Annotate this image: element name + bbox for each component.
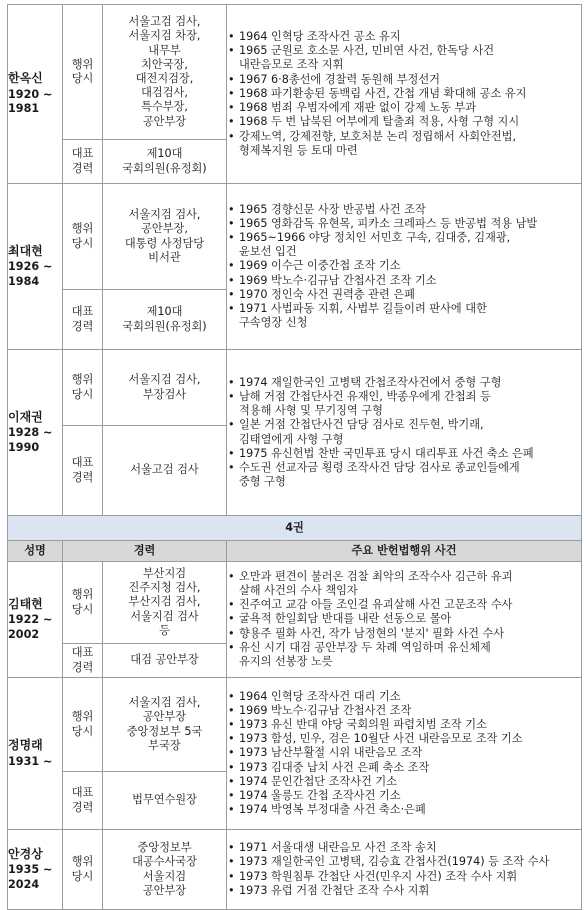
person-name-cell bbox=[8, 5, 63, 184]
text-line: 내무부 bbox=[148, 43, 181, 57]
event-item bbox=[227, 598, 581, 612]
text-line: • 1969 박노수·김규남 간첩사건 조작 bbox=[239, 703, 412, 717]
text-line: 공안부장 bbox=[142, 114, 187, 128]
text-line: 공안부장 bbox=[142, 710, 187, 724]
event-item bbox=[227, 87, 581, 101]
text-line: 공안부장 bbox=[142, 883, 187, 897]
person-name: 김태현 bbox=[8, 596, 43, 611]
text-line: 대검검사, bbox=[141, 86, 188, 100]
person-name-cell bbox=[8, 184, 63, 350]
event-item bbox=[227, 130, 581, 158]
career-category-act bbox=[63, 830, 103, 910]
event-item bbox=[227, 418, 581, 446]
text-line: • 1964 인혁당 조작사건 대리 기소 bbox=[239, 689, 401, 703]
vol4-section bbox=[8, 562, 582, 910]
person-row bbox=[8, 5, 582, 140]
text-line: 행위 bbox=[71, 373, 94, 387]
event-list bbox=[227, 203, 581, 331]
person-years: 1990 bbox=[8, 440, 40, 454]
text-line: 서울고검 검사 bbox=[130, 463, 199, 477]
text-line: 부산지검 bbox=[142, 566, 187, 580]
event-item bbox=[227, 855, 581, 869]
text-line: 구속영장 신청 bbox=[239, 316, 308, 330]
text-line: 행위 bbox=[71, 710, 94, 724]
person-row bbox=[8, 184, 582, 290]
vol4-header-section bbox=[8, 516, 582, 562]
events-cell bbox=[227, 350, 582, 516]
text-line: • 수도권 선교자금 횡령 조작사건 담당 검사로 종교인들에게 bbox=[239, 460, 520, 474]
text-line: • 향용주 필화 사건, 작가 남정현의 '분지' 필화 사건 수사 bbox=[239, 626, 505, 640]
career-act bbox=[103, 5, 227, 140]
person-years: 1920 ~ bbox=[8, 87, 53, 101]
event-item bbox=[227, 761, 581, 775]
career-category-act bbox=[63, 5, 103, 140]
person-row bbox=[8, 830, 582, 910]
text-line: 서울지검 검사, bbox=[128, 696, 201, 710]
event-item bbox=[227, 390, 581, 418]
text-line: 경력 bbox=[71, 470, 94, 484]
event-item bbox=[227, 203, 581, 217]
career-category-rep bbox=[63, 140, 103, 184]
text-line: 부장검사 bbox=[142, 387, 187, 401]
text-line: 특수부장, bbox=[141, 100, 188, 114]
column-header-row bbox=[8, 541, 582, 562]
person-name: 최대현 bbox=[8, 243, 43, 258]
event-list bbox=[227, 30, 581, 158]
events-cell bbox=[227, 562, 582, 678]
person-years: 1928 ~ bbox=[8, 426, 53, 440]
career-rep bbox=[103, 644, 227, 678]
text-line: 서울지검 bbox=[142, 869, 187, 883]
text-line: 국회의원(유정회) bbox=[122, 319, 207, 333]
text-line: 행위 bbox=[71, 855, 94, 869]
text-line: 제10대 bbox=[146, 305, 183, 319]
text-line: • 진주여고 교감 아들 조인걸 유괴살해 사건 고문조작 수사 bbox=[239, 598, 513, 612]
text-line: 대전지검장, bbox=[135, 72, 194, 85]
career-rep bbox=[103, 426, 227, 516]
text-line: 행위 bbox=[71, 222, 94, 236]
event-item bbox=[227, 30, 581, 44]
volume-label: 4권 bbox=[8, 516, 582, 541]
text-line: • 1974 박영복 부정대출 사건 축소·은폐 bbox=[239, 803, 426, 817]
text-line: 대표 bbox=[71, 456, 94, 470]
text-line: 대표 bbox=[71, 147, 94, 161]
event-item bbox=[227, 101, 581, 115]
text-line: 살해 사건의 수사 책임자 bbox=[239, 583, 358, 597]
career-category-rep bbox=[63, 426, 103, 516]
event-item bbox=[227, 302, 581, 330]
career-category-act bbox=[63, 562, 103, 644]
event-item bbox=[227, 789, 581, 803]
career-act bbox=[103, 350, 227, 426]
text-line: 경력 bbox=[71, 161, 94, 175]
text-line: • 1965 영화감독 유현목, 피카소 크레파스 등 반공법 적용 남발 bbox=[239, 216, 538, 230]
text-line: • 1973 유신 반대 야당 국회의원 파렴치범 조작 기소 bbox=[239, 717, 487, 731]
person-row bbox=[8, 678, 582, 772]
career-category-rep bbox=[63, 772, 103, 830]
text-line: 당시 bbox=[71, 72, 94, 85]
volume-row bbox=[8, 516, 582, 541]
career-act bbox=[103, 562, 227, 644]
person-years: 1926 ~ bbox=[8, 260, 53, 274]
text-line: 당시 bbox=[71, 387, 94, 401]
text-line: • 1964 인혁당 조작사건 공소 유지 bbox=[239, 30, 401, 44]
event-list bbox=[227, 841, 581, 898]
career-category-rep bbox=[63, 290, 103, 350]
text-line: • 1965 군원로 호소문 사건, 민비연 사건, 한독당 사건 bbox=[239, 44, 495, 58]
person-row bbox=[8, 562, 582, 644]
event-item bbox=[227, 73, 581, 87]
event-item bbox=[227, 570, 581, 598]
person-years: 1935 ~ bbox=[8, 863, 53, 877]
events-cell bbox=[227, 184, 582, 350]
event-item bbox=[227, 775, 581, 789]
event-item bbox=[227, 746, 581, 760]
event-list bbox=[227, 570, 581, 670]
text-line: • 1968 파기환송된 동백림 사건, 간첩 개념 확대해 공소 유지 bbox=[239, 86, 527, 100]
text-line: • 1974 재일한국인 고병택 간첩조작사건에서 중형 구형 bbox=[239, 375, 502, 389]
career-act bbox=[103, 830, 227, 910]
text-line: • 강제노역, 강제전향, 보호처분 논리 정립해서 사회안전법, bbox=[239, 129, 517, 143]
event-item bbox=[227, 288, 581, 302]
events-cell bbox=[227, 830, 582, 910]
text-line: 당시 bbox=[71, 236, 94, 250]
career-act bbox=[103, 184, 227, 290]
event-item bbox=[227, 841, 581, 855]
person-years: 1984 bbox=[8, 274, 40, 288]
event-item bbox=[227, 217, 581, 231]
events-cell bbox=[227, 5, 582, 184]
text-line: • 1971 사법파동 지휘, 사법부 길들이려 판사에 대한 bbox=[239, 302, 487, 316]
text-line: 치안국장, bbox=[141, 57, 188, 71]
text-line: 대통령 사정담당 bbox=[124, 236, 205, 250]
text-line: 대표 bbox=[71, 305, 94, 319]
text-line: • 1973 학원침투 간첩단 사건(민우지 사건) 조작 수사 지휘 bbox=[239, 869, 518, 883]
text-line: 내란음모로 조작 지휘 bbox=[239, 58, 344, 72]
career-rep bbox=[103, 290, 227, 350]
text-line: • 굴욕적 한일회담 반대를 내란 선동으로 몰아 bbox=[239, 612, 452, 626]
text-line: 적용해 사형 및 무기징역 구형 bbox=[239, 404, 383, 418]
event-list bbox=[227, 690, 581, 818]
text-line: 서울지검 검사, bbox=[128, 208, 201, 222]
text-line: • 일본 거점 간첩단사건 담당 검사로 진두현, 박기래, bbox=[239, 418, 484, 432]
text-line: 중앙정보부 bbox=[137, 841, 192, 855]
text-line: • 1968 두 번 납북된 어부에게 탈출죄 적용, 사형 구형 지시 bbox=[239, 115, 520, 129]
text-line: 대표 bbox=[71, 786, 94, 800]
event-list bbox=[227, 376, 581, 490]
text-line: • 남해 거점 간첩단사건 유재인, 박종우에게 간첩죄 등 bbox=[239, 389, 491, 403]
career-category-act bbox=[63, 184, 103, 290]
event-item bbox=[227, 44, 581, 72]
event-item bbox=[227, 259, 581, 273]
text-line: • 1973 유럽 거점 간첩단 조작 수사 지휘 bbox=[239, 883, 430, 897]
text-line: • 1973 재일한국인 고병택, 김승효 간첩사건(1974) 등 조작 수사 bbox=[239, 855, 550, 869]
text-line: 윤보선 입건 bbox=[239, 245, 297, 259]
text-line: • 1965 경향신문 사장 반공법 사건 조작 bbox=[239, 202, 426, 216]
event-item bbox=[227, 690, 581, 704]
person-name-cell bbox=[8, 562, 63, 678]
event-item bbox=[227, 704, 581, 718]
anti-constitution-table bbox=[7, 4, 582, 910]
text-line: 서울고검 검사, bbox=[128, 15, 201, 29]
person-name-cell bbox=[8, 830, 63, 910]
text-line: • 1965~1966 야당 정치인 서민호 구속, 김대중, 김재광, bbox=[239, 230, 511, 244]
career-category-act bbox=[63, 350, 103, 426]
event-item bbox=[227, 231, 581, 259]
text-line: 부국장 bbox=[148, 738, 181, 752]
header-events: 주요 반헌법행위 사건 bbox=[227, 541, 582, 562]
person-name-cell bbox=[8, 350, 63, 516]
text-line: 서울지검 검사, bbox=[128, 373, 201, 387]
text-line: • 1973 김대중 납치 사건 은폐 축소 조작 bbox=[239, 760, 430, 774]
text-line: • 유신 시기 대검 공안부장 두 차례 역임하며 유신체제 bbox=[239, 640, 491, 654]
text-line: 부산지검 검사, bbox=[128, 595, 201, 609]
person-name: 안경상 bbox=[8, 846, 43, 861]
text-line: 형제복지원 등 토대 마련 bbox=[239, 143, 358, 157]
text-line: • 1973 남산부활절 시위 내란음모 조작 bbox=[239, 746, 423, 760]
event-item bbox=[227, 115, 581, 129]
text-line: • 1974 울릉도 간첩 조작사건 기소 bbox=[239, 789, 401, 803]
person-name: 한옥신 bbox=[8, 71, 43, 86]
career-category-rep bbox=[63, 644, 103, 678]
text-line: 경력 bbox=[71, 319, 94, 333]
event-item bbox=[227, 718, 581, 732]
event-item bbox=[227, 627, 581, 641]
event-item bbox=[227, 803, 581, 817]
vol3-section bbox=[8, 5, 582, 516]
header-name: 성명 bbox=[8, 541, 63, 562]
text-line: • 1968 범죄 우범자에게 재판 없이 강제 노동 부과 bbox=[239, 101, 477, 115]
career-act bbox=[103, 678, 227, 772]
text-line: 행위 bbox=[71, 588, 94, 602]
event-item bbox=[227, 884, 581, 898]
text-line: 행위 bbox=[71, 57, 94, 71]
event-item bbox=[227, 641, 581, 669]
event-item bbox=[227, 376, 581, 390]
text-line: 대표 bbox=[71, 646, 94, 660]
text-line: • 1967 6·8총선에 경찰력 동원해 부정선거 bbox=[239, 72, 440, 86]
text-line: • 1969 박노수·김규남 간첩사건 조작 기소 bbox=[239, 273, 437, 287]
text-line: • 1975 유신헌법 찬반 국민투표 당시 대리투표 사건 축소 은폐 bbox=[239, 446, 534, 460]
text-line: 유지의 선봉장 노릇 bbox=[239, 655, 333, 669]
career-rep bbox=[103, 772, 227, 830]
person-years: 1931 ~ bbox=[8, 754, 53, 768]
text-line: 중앙정보부 5국 bbox=[126, 724, 203, 738]
event-item bbox=[227, 274, 581, 288]
text-line: • 1970 정인숙 사건 권력층 관련 은폐 bbox=[239, 287, 415, 301]
text-line: 비서관 bbox=[148, 250, 181, 264]
text-line: 등 bbox=[159, 623, 170, 637]
person-name: 이재권 bbox=[8, 409, 43, 424]
person-years: 2024 bbox=[8, 877, 40, 891]
text-line: 공안부장, bbox=[141, 222, 188, 236]
text-line: 서울지검 차장, bbox=[128, 29, 201, 43]
text-line: 당시 bbox=[71, 869, 94, 883]
text-line: 경력 bbox=[71, 660, 94, 674]
career-rep bbox=[103, 140, 227, 184]
person-name: 정명래 bbox=[8, 737, 43, 752]
event-item bbox=[227, 461, 581, 489]
text-line: • 1973 함성, 민우, 검은 10월단 사건 내란음모로 조작 기소 bbox=[239, 732, 523, 746]
text-line: 당시 bbox=[71, 602, 94, 616]
person-years: 2002 bbox=[8, 627, 40, 641]
header-career: 경력 bbox=[63, 541, 227, 562]
text-line: 당시 bbox=[71, 724, 94, 738]
text-line: 제10대 bbox=[146, 147, 183, 161]
text-line: • 1971 서울대생 내란음모 사건 조작 송치 bbox=[239, 841, 437, 855]
text-line: 대검 공안부장 bbox=[130, 653, 199, 667]
events-cell bbox=[227, 678, 582, 830]
event-item bbox=[227, 612, 581, 626]
career-category-act bbox=[63, 678, 103, 772]
text-line: 경력 bbox=[71, 800, 94, 814]
event-item bbox=[227, 732, 581, 746]
text-line: • 오만과 편견이 불러온 검찰 최악의 조작수사 김근하 유괴 bbox=[239, 569, 513, 583]
person-years: 1922 ~ bbox=[8, 613, 53, 627]
text-line: 서울지검 검사 bbox=[130, 609, 199, 623]
person-row bbox=[8, 350, 582, 426]
person-years: 1981 bbox=[8, 102, 40, 116]
text-line: 국회의원(유정회) bbox=[122, 161, 207, 175]
event-item bbox=[227, 447, 581, 461]
text-line: 진주지청 검사, bbox=[128, 581, 201, 595]
text-line: 중형 구형 bbox=[239, 475, 286, 489]
text-line: 대공수사국장 bbox=[132, 855, 197, 869]
person-name-cell bbox=[8, 678, 63, 830]
text-line: 김태열에게 사형 구형 bbox=[239, 432, 344, 446]
text-line: 법무연수원장 bbox=[132, 793, 197, 807]
text-line: • 1974 문인간첩단 조작사건 기소 bbox=[239, 774, 398, 788]
text-line: • 1969 이수근 이중간첩 조작 기소 bbox=[239, 259, 401, 273]
